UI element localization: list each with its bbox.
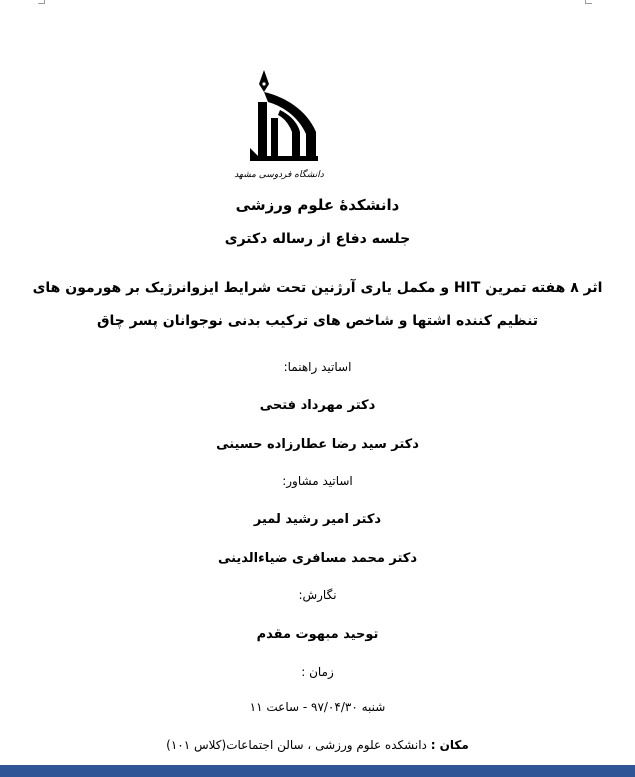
logo-caption: دانشگاه فردوسی مشهد	[234, 170, 324, 180]
advisor-name: دکتر امیر رشید لمیر	[253, 512, 382, 527]
supervisor-name: دکتر سید رضا عطارزاده حسینی	[216, 437, 419, 452]
author-name: توحید مبهوت مقدم	[256, 627, 379, 642]
footer-bar	[0, 765, 635, 777]
thesis-title-line-1: اثر ۸ هفته تمرین HIT و مکمل یاری آرژنین تحت شرایط ایزوانرژیک بر هورمون های	[32, 280, 603, 296]
faculty-title: دانشکدهٔ علوم ورزشی	[235, 196, 400, 214]
advisor-name: دکتر محمد مسافری ضیاءالدینی	[217, 551, 418, 566]
supervisors-label: اساتید راهنما:	[283, 360, 352, 374]
place-line	[20, 738, 615, 752]
time-value: شنبه ۹۷/۰۴/۳۰ - ساعت ۱۱	[249, 700, 386, 714]
place-label: مکان :	[430, 738, 469, 752]
advisors-label: اساتید مشاور:	[282, 474, 353, 488]
ferdowsi-university-logo	[234, 70, 324, 182]
page-corner-mark	[585, 0, 592, 4]
session-title: جلسه دفاع از رساله دکتری	[224, 231, 411, 247]
place-value: دانشکده علوم ورزشی ، سالن اجتماعات(کلاس ۱۰۱)	[166, 738, 427, 752]
time-label: زمان :	[301, 665, 334, 679]
author-label: نگارش:	[298, 588, 337, 602]
page-corner-mark	[38, 0, 45, 4]
supervisor-name: دکتر مهرداد فتحی	[259, 398, 376, 413]
thesis-title-line-2: تنظیم کننده اشتها و شاخص های ترکیب بدنی نوجوانان پسر چاق	[96, 313, 539, 329]
